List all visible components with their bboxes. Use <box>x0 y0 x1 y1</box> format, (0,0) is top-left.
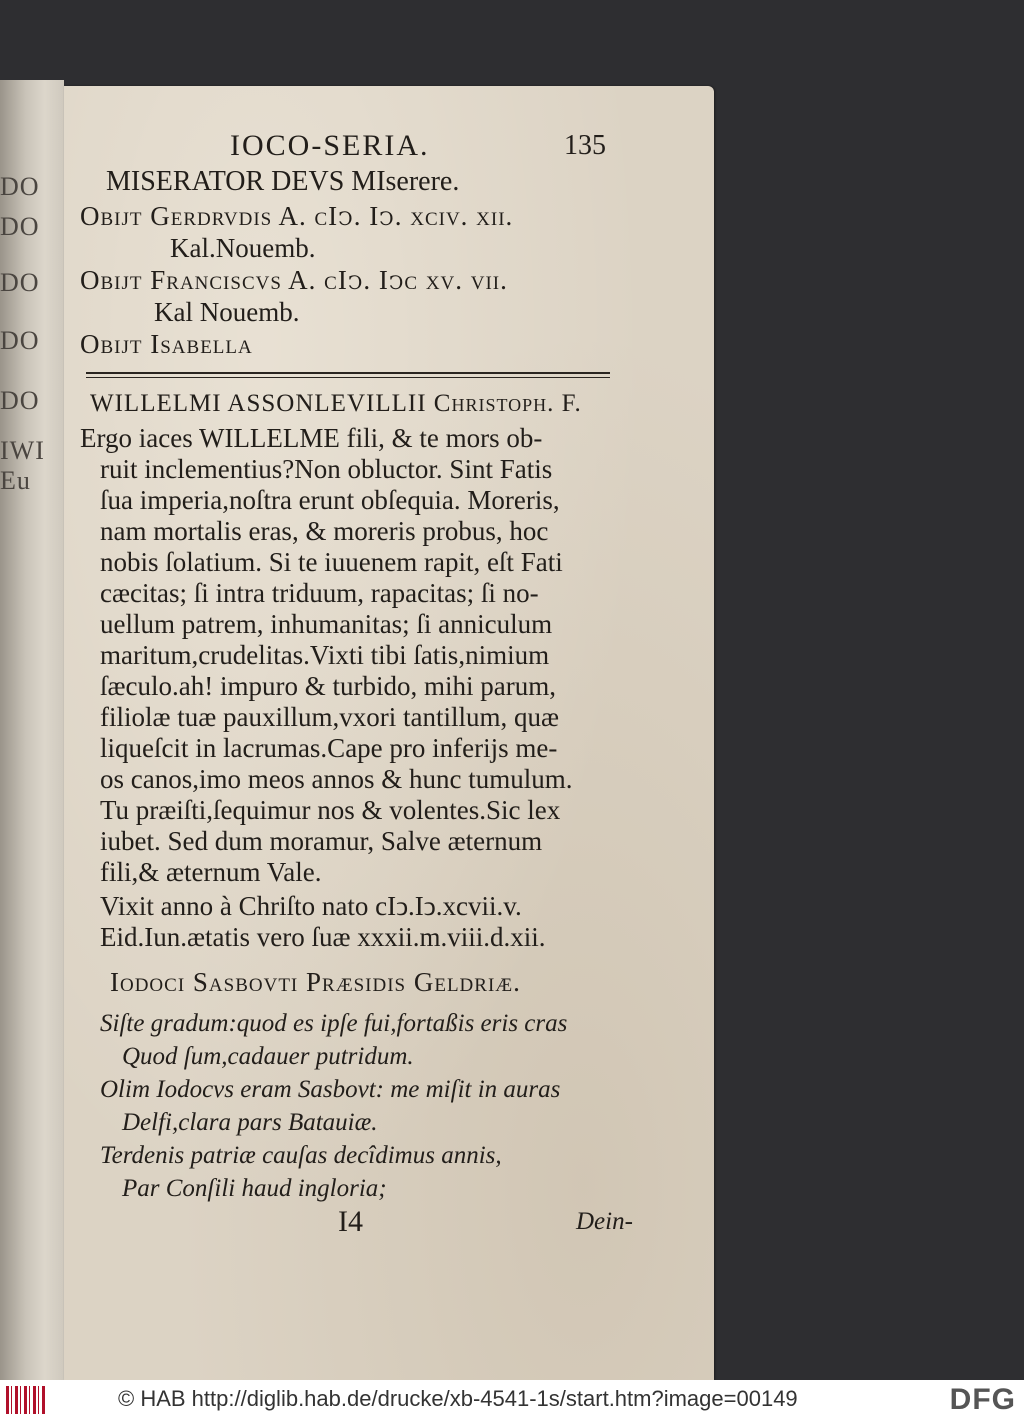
section-heading: WILLELMI ASSONLEVILLII Christoph. F. <box>90 390 582 417</box>
dfg-logo: DFG <box>949 1383 1016 1416</box>
verse-line: Quod ſum,cadauer putridum. <box>122 1043 414 1070</box>
page-number: 135 <box>564 130 606 161</box>
text-line: os canos,imo meos annos & hunc tumulum. <box>100 764 573 794</box>
verse-line: Par Conſili haud ingloria; <box>122 1175 387 1202</box>
text-line: Eid.Iun.ætatis vero ſuæ xxxii.m.viii.d.xii. <box>100 922 546 952</box>
text-line: maritum,crudelitas.Vixti tibi ſatis,nimium <box>100 640 550 670</box>
catchword: Dein- <box>576 1208 633 1235</box>
adjacent-fragment: Eu <box>0 466 31 495</box>
text-line: ſæculo.ah! impuro & turbido, mihi parum, <box>100 671 556 701</box>
text-line: liqueſcit in lacrumas.Cape pro inferijs me- <box>100 733 558 763</box>
signature-mark: I4 <box>338 1205 363 1238</box>
source-credit[interactable]: © HAB http://diglib.hab.de/drucke/xb-4541-1s/start.htm?image=00149 <box>118 1386 798 1411</box>
text-line: cæcitas; ſi intra triduum, rapacitas; ſi no- <box>100 578 539 608</box>
text-line: Obijt Gerdrvdis A. cIↄ. Iↄ. xciv. xii. <box>80 201 514 231</box>
text-line: iubet. Sed dum moramur, Salve æternum <box>100 826 543 856</box>
verse-line: Delfi,clara pars Batauiæ. <box>122 1109 378 1136</box>
verse-line: Terdenis patriæ cauſas decîdimus annis, <box>100 1142 502 1169</box>
text-line: nam mortalis eras, & moreris probus, hoc <box>100 516 549 546</box>
text-line: ſua imperia,noſtra erunt obſequia. Moreris, <box>100 485 560 515</box>
verse-line: Siſte gradum:quod es ipſe fui,fortaßis eris cras <box>100 1010 568 1037</box>
text-line: Vixit anno à Chriſto nato cIↄ.Iↄ.xcvii.v. <box>100 891 522 921</box>
divider-rule <box>86 372 610 374</box>
text-line: MISERATOR DEVS MIserere. <box>106 166 460 197</box>
adjacent-page-edge <box>0 80 64 1380</box>
adjacent-fragment: DO <box>0 386 40 415</box>
text-line: Obijt Franciscvs A. cIↄ. Iↄc xv. vii. <box>80 265 508 295</box>
adjacent-fragment: DO <box>0 326 40 355</box>
adjacent-fragment: DO <box>0 212 40 241</box>
text-line: Kal Nouemb. <box>154 297 300 327</box>
text-line: fili,& æternum Vale. <box>100 857 322 887</box>
verse-line: Olim Iodocvs eram Sasbovt: me miſit in auras <box>100 1076 561 1103</box>
text-line: Kal.Nouemb. <box>170 233 316 263</box>
text-line: Ergo iaces WILLELME fili, & te mors ob- <box>80 423 543 453</box>
adjacent-fragment: DO <box>0 172 40 201</box>
text-line: ruit inclementius?Non obluctor. Sint Fatis <box>100 454 553 484</box>
text-line: Tu præiſti,ſequimur nos & volentes.Sic lex <box>100 795 561 825</box>
text-line: filiolæ tuæ pauxillum,vxori tantillum, quæ <box>100 702 559 732</box>
adjacent-fragment: DO <box>0 268 40 297</box>
hab-logo-icon <box>6 1386 46 1414</box>
divider-rule <box>86 377 610 378</box>
adjacent-fragment: IWI <box>0 436 45 465</box>
text-line: nobis ſolatium. Si te iuuenem rapit, eſt Fati <box>100 547 563 577</box>
running-head: IOCO-SERIA. <box>230 129 430 162</box>
footer-bar <box>0 1380 1024 1419</box>
section-heading: Iodoci Sasbovti Præſidis Geldriæ. <box>110 967 521 997</box>
text-line: uellum patrem, inhumanitas; ſi anniculum <box>100 609 553 639</box>
text-line: Obijt Isabella <box>80 329 253 359</box>
book-page <box>64 86 714 1380</box>
